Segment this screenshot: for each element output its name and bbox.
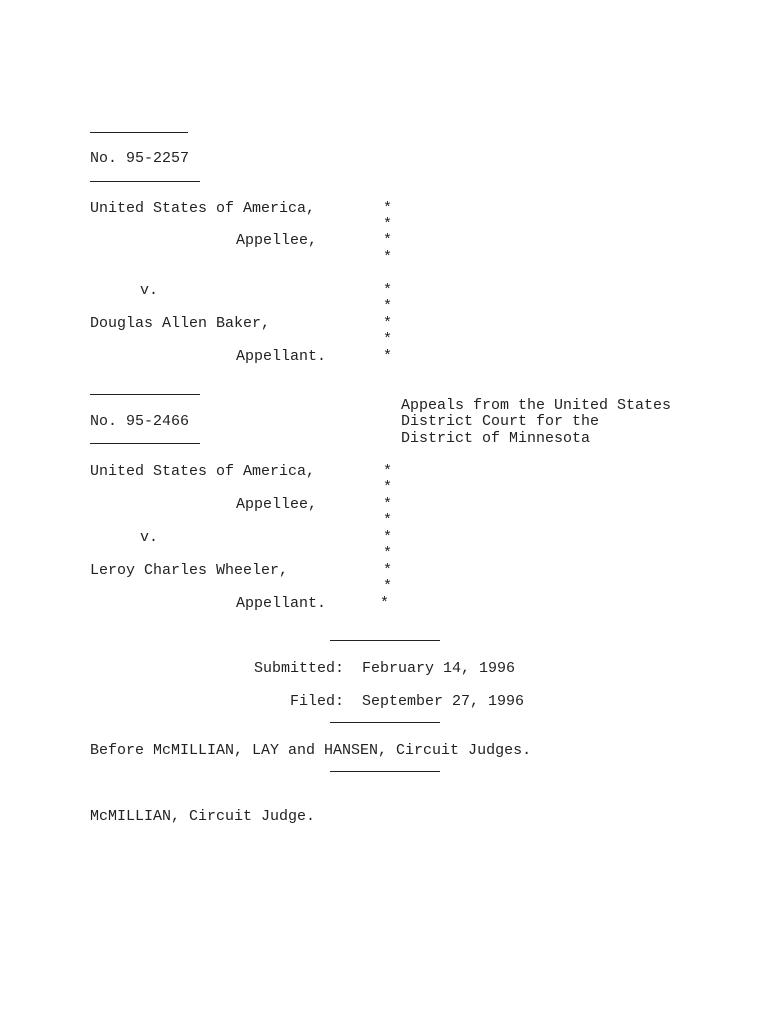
panel-line: Before McMILLIAN, LAY and HANSEN, Circuit Judges. (90, 742, 532, 759)
plaintiff-name: United States of America, (90, 463, 316, 480)
asterisk: * (383, 315, 393, 332)
asterisk: * (383, 545, 393, 562)
case-number: No. 95-2466 (90, 413, 190, 430)
asterisk: * (380, 595, 390, 612)
asterisk: * (383, 512, 393, 529)
submitted-date: Submitted: February 14, 1996 (254, 660, 516, 677)
asterisk: * (383, 578, 393, 595)
plaintiff-name: United States of America, (90, 200, 316, 217)
asterisk: * (383, 562, 393, 579)
versus: v. (140, 282, 159, 299)
separator-rule (330, 722, 440, 723)
defendant-name: Douglas Allen Baker, (90, 315, 271, 332)
defendant-name: Leroy Charles Wheeler, (90, 562, 289, 579)
appeal-line: District Court for the (401, 413, 600, 430)
defendant-role: Appellant. (236, 595, 327, 612)
asterisk: * (383, 216, 393, 233)
appeal-line: District of Minnesota (401, 430, 591, 447)
separator-rule (90, 181, 200, 182)
asterisk: * (383, 200, 393, 217)
versus: v. (140, 529, 159, 546)
filed-date: Filed: September 27, 1996 (290, 693, 525, 710)
asterisk: * (383, 479, 393, 496)
separator-rule (90, 394, 200, 395)
separator-rule (330, 771, 440, 772)
case-number: No. 95-2257 (90, 150, 190, 167)
asterisk: * (383, 232, 393, 249)
plaintiff-role: Appellee, (236, 232, 318, 249)
opinion-author: McMILLIAN, Circuit Judge. (90, 808, 316, 825)
asterisk: * (383, 282, 393, 299)
separator-rule (90, 132, 188, 133)
defendant-role: Appellant. (236, 348, 327, 365)
plaintiff-role: Appellee, (236, 496, 318, 513)
asterisk: * (383, 348, 393, 365)
asterisk: * (383, 249, 393, 266)
asterisk: * (383, 463, 393, 480)
asterisk: * (383, 298, 393, 315)
asterisk: * (383, 496, 393, 513)
asterisk: * (383, 331, 393, 348)
separator-rule (330, 640, 440, 641)
separator-rule (90, 443, 200, 444)
appeal-line: Appeals from the United States (401, 397, 672, 414)
asterisk: * (383, 529, 393, 546)
